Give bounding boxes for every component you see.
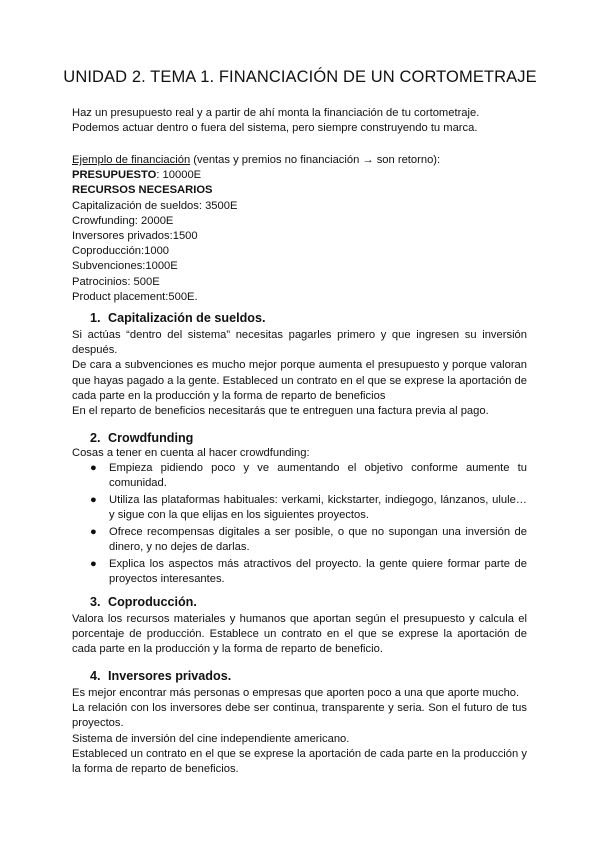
example-heading: Ejemplo de financiación — [72, 154, 191, 166]
crowdfunding-tips-list — [72, 461, 527, 589]
list-item: ● Ofrece recompensas digitales a ser posible, o que no supongan una inversión de dinero, y no dejes de darlas. — [90, 526, 527, 554]
resource-item: Coproducción:1000 — [72, 245, 170, 258]
intro-paragraph: Haz un presupuesto real y a partir de ahí monta la financiación de tu cortometraje. Podemos actuar dentro o fuera del sistema, pero siempre construyendo tu marca. — [72, 107, 480, 135]
resources-heading: RECURSOS NECESARIOS — [72, 184, 213, 197]
section-paragraph: Estableced un contrato en el que se exprese la aportación de cada parte en la producción y la forma de reparto de beneficios. — [72, 747, 527, 776]
resource-item: Subvenciones:1000E — [72, 260, 178, 273]
section-paragraph: La relación con los inversores debe ser continua, transparente y seria. Son el futuro de tus proyectos. — [72, 702, 527, 730]
bullet-icon: ● — [90, 526, 97, 538]
list-item: ● Explica los aspectos más atractivos del proyecto. la gente quiere formar parte de proyectos interesantes. — [90, 558, 527, 586]
budget-line — [72, 168, 527, 183]
section-3-body: Valora los recursos materiales y humanos que aportan según el presupuesto y calcula el porcentaje de producción. Establece un contrato en el que se exprese la aportación de cada parte en la producción y la forma de reparto de beneficio. — [72, 613, 527, 656]
resource-item: Product placement:500E. — [72, 290, 198, 303]
section-paragraph: Si actúas “dentro del sistema” necesitas pagarles primero y que ingresen su inversión después. — [72, 329, 527, 357]
list-item: ● Empieza pidiendo poco y ve aumentando el objetivo conforme aumente tu comunidad. — [90, 462, 527, 490]
section-heading-2: 2. Crowdfunding — [90, 431, 194, 445]
section-heading-1: 1. Capitalización de sueldos. — [90, 311, 266, 325]
budget-value: : 10000E — [156, 169, 202, 182]
section-paragraph: De cara a subvenciones es mucho mejor porque aumenta el presupuesto y porque valoran que hayas pagado a la gente. Estableced un contrato en el que se exprese la aportación de cada parte en la producción y la forma de reparto de beneficios — [72, 359, 527, 402]
budget-label: PRESUPUESTO — [72, 169, 157, 182]
section-2-lead: Cosas a tener en cuenta al hacer crowdfunding: — [72, 447, 310, 459]
section-4-body — [72, 686, 527, 777]
resource-item: Inversores privados:1500 — [72, 230, 198, 243]
financing-example — [72, 153, 527, 305]
example-heading-line — [72, 153, 527, 168]
resource-item: Patrocinios: 500E — [72, 275, 160, 288]
resource-item: Capitalización de sueldos: 3500E — [72, 199, 238, 212]
section-paragraph: En el reparto de beneficios necesitarás que te entreguen una factura previa al pago. — [72, 405, 489, 418]
bullet-icon: ● — [90, 462, 97, 474]
section-heading-3: 3. Coproducción. — [90, 595, 197, 609]
list-item: ● Utiliza las plataformas habituales: verkami, kickstarter, indiegogo, lánzanos, ulule… y sigue con la que elijas en los siguientes proyectos. — [90, 494, 527, 522]
page-title: UNIDAD 2. TEMA 1. FINANCIACIÓN DE UN CORTOMETRAJE — [63, 68, 537, 86]
bullet-icon: ● — [90, 494, 97, 506]
section-heading-4: 4. Inversores privados. — [90, 669, 232, 683]
example-note: (ventas y premios no financiación → son retorno): — [190, 154, 441, 166]
bullet-icon: ● — [90, 558, 97, 570]
resource-item: Crowfunding: 2000E — [72, 214, 174, 227]
section-1-body — [72, 328, 527, 419]
section-paragraph: Es mejor encontrar más personas o empresas que aporten poco a una que aporte mucho. — [72, 687, 520, 699]
section-paragraph: Sistema de inversión del cine independiente americano. — [72, 732, 350, 745]
